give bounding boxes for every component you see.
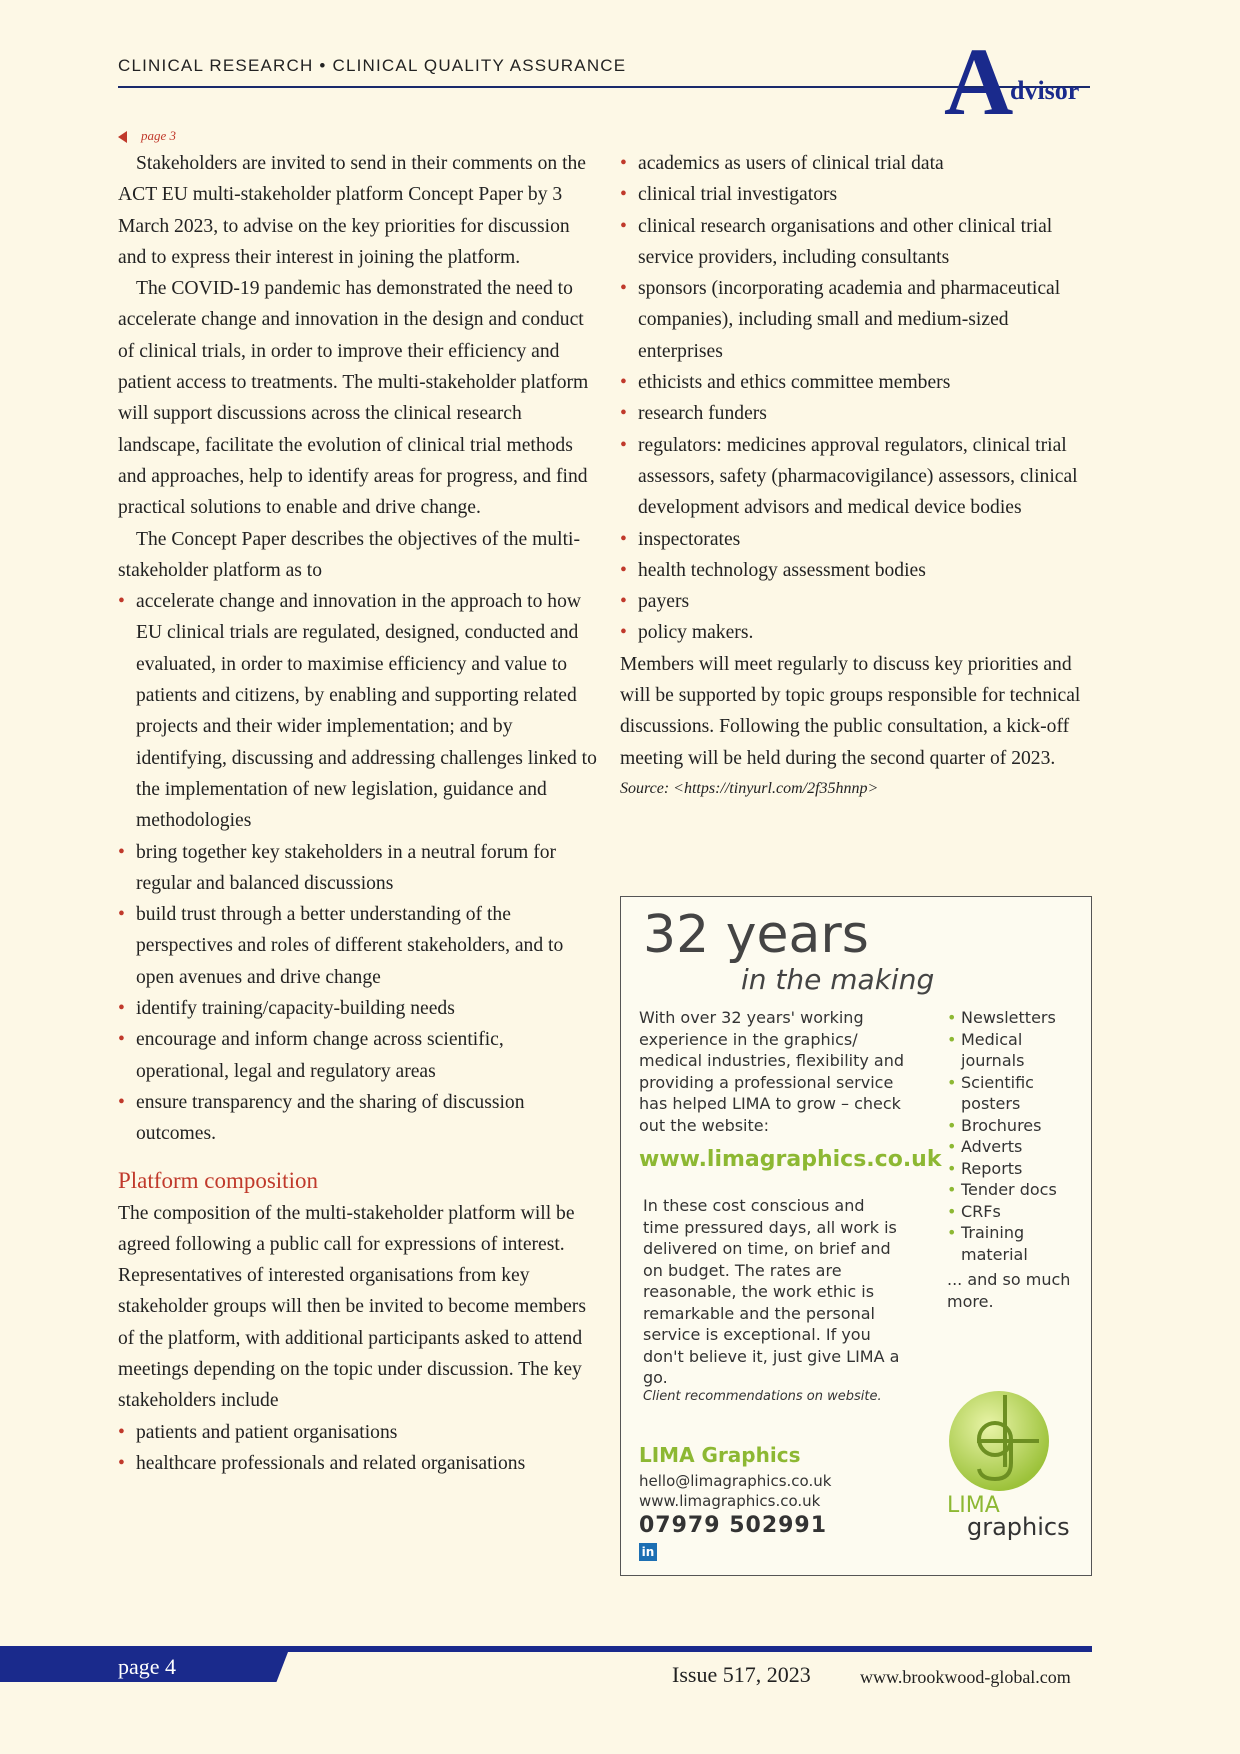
ad-phone: 07979 502991: [639, 1513, 828, 1538]
paragraph-5: Members will meet regularly to discuss key priorities and will be supported by topic groups responsible for technical discussions. Following the public consultation, a kick-off meeting will be held during the second quarter of 2023.: [620, 653, 1081, 769]
page-number: page 4: [118, 1654, 177, 1679]
service-item: • Reports: [947, 1158, 1087, 1180]
objectives-list: [118, 586, 598, 1149]
list-item: • ensure transparency and the sharing of discussion outcomes.: [118, 1087, 598, 1150]
issue-label: Issue 517, 2023: [672, 1662, 811, 1687]
ad-company: LIMA Graphics: [639, 1443, 801, 1467]
ad-website-link[interactable]: www.limagraphics.co.uk: [639, 1492, 821, 1510]
footer-website[interactable]: www.brookwood-global.com: [860, 1667, 1071, 1687]
list-item: • build trust through a better understanding of the perspectives and roles of different stakeholders, and to open avenues and drive change: [118, 899, 598, 993]
list-item: • encourage and inform change across scientific, operational, legal and regulatory areas: [118, 1024, 598, 1087]
paragraph-2: The COVID-19 pandemic has demonstrated the need to accelerate change and innovation in the design and conduct of clinical trials, in order to improve their efficiency and patient access to treatments. The multi-stakeholder platform will support discussions across the clinical research landscape, facilitate the evolution of clinical trial methods and approaches, help to identify areas for progress, and find practical solutions to enable and drive change.: [118, 278, 589, 519]
advisor-logo: [944, 28, 1094, 135]
paragraph-3: The Concept Paper describes the objectives of the multi-stakeholder platform as to: [118, 528, 580, 581]
list-item: • inspectorates: [620, 524, 1090, 555]
list-item: • clinical trial investigators: [620, 179, 1090, 210]
service-item: • Newsletters: [947, 1007, 1087, 1029]
paragraph-4: The composition of the multi-stakeholder platform will be agreed following a public call for expressions of interest. Representatives of interested organisations from key stakeholder groups will then be invited to become members of the platform, with additional participants asked to attend meetings depending on the topic under discussion. The key stakeholders include: [118, 1202, 586, 1412]
right-column: [620, 148, 1090, 804]
left-column: [118, 128, 598, 1479]
source-link[interactable]: Source: <https://tinyurl.com/2f35hnnp>: [620, 779, 879, 797]
lima-logo-icon: [939, 1381, 1059, 1501]
list-item: • health technology assessment bodies: [620, 555, 1090, 586]
ad-services: [947, 1007, 1087, 1312]
list-item: • patients and patient organisations: [118, 1417, 598, 1448]
service-item: • Medical journals: [947, 1029, 1087, 1072]
service-item: • Adverts: [947, 1136, 1087, 1158]
section-header: CLINICAL RESEARCH • CLINICAL QUALITY ASSURANCE: [118, 56, 627, 75]
logo-word-graphics: graphics: [967, 1513, 1070, 1541]
list-item: • academics as users of clinical trial data: [620, 148, 1090, 179]
list-item: • research funders: [620, 398, 1090, 429]
service-item: • Scientific posters: [947, 1072, 1087, 1115]
continuation-label: page 3: [141, 128, 177, 143]
continuation-link[interactable]: [118, 126, 598, 146]
service-item: • Brochures: [947, 1115, 1087, 1137]
back-arrow-icon: [118, 131, 127, 143]
linkedin-icon[interactable]: in: [639, 1543, 657, 1561]
ad-body: In these cost conscious and time pressured days, all work is delivered on time, on brief and on budget. The rates are reasonable, the work ethic is remarkable and the personal service is exceptional. If you don't believe it, just give LIMA a go.: [643, 1196, 900, 1387]
logo-rest: dvisor: [1010, 76, 1080, 105]
service-item: • Tender docs: [947, 1179, 1087, 1201]
list-item: • bring together key stakeholders in a neutral forum for regular and balanced discussions: [118, 837, 598, 900]
logo-word-lima: LIMA: [947, 1493, 1000, 1518]
service-item: • Training material: [947, 1222, 1087, 1265]
ad-url-link[interactable]: www.limagraphics.co.uk: [639, 1147, 942, 1172]
service-item: • CRFs: [947, 1201, 1087, 1223]
ad-subtitle: in the making: [741, 963, 935, 996]
list-item: • regulators: medicines approval regulators, clinical trial assessors, safety (pharmacovigilance) assessors, clinical development advisors and medical device bodies: [620, 430, 1090, 524]
logo-initial: A: [944, 28, 1014, 135]
stakeholders-list-right: [620, 148, 1090, 649]
section-heading: Platform composition: [118, 1167, 318, 1193]
ad-intro: With over 32 years' working experience in the graphics/ medical industries, flexibility and providing a professional service has helped LIMA to grow – check out the website:: [639, 1008, 905, 1135]
list-item: • identify training/capacity-building needs: [118, 993, 598, 1024]
list-item: • ethicists and ethics committee members: [620, 367, 1090, 398]
list-item: • accelerate change and innovation in the approach to how EU clinical trials are regulated, designed, conducted and evaluated, in order to maximise efficiency and value to patients and citizens, by enabling and supporting related projects and their wider implementation; and by identifying, discussing and addressing challenges linked to the implementation of new legislation, guidance and methodologies: [118, 586, 598, 836]
list-item: • policy makers.: [620, 617, 1090, 648]
list-item: • payers: [620, 586, 1090, 617]
ad-more: ... and so much more.: [947, 1270, 1071, 1311]
lima-advert: [620, 896, 1092, 1576]
list-item: • healthcare professionals and related organisations: [118, 1448, 598, 1479]
ad-email-link[interactable]: hello@limagraphics.co.uk: [639, 1472, 832, 1490]
list-item: • clinical research organisations and other clinical trial service providers, including consultants: [620, 211, 1090, 274]
list-item: • sponsors (incorporating academia and pharmaceutical companies), including small and medium-sized enterprises: [620, 273, 1090, 367]
ad-title: 32 years: [643, 905, 869, 965]
stakeholders-list-left: [118, 1417, 598, 1480]
paragraph-1: Stakeholders are invited to send in their comments on the ACT EU multi-stakeholder platform Concept Paper by 3 March 2023, to advise on the key priorities for discussion and to express their interest in joining the platform.: [118, 153, 587, 268]
ad-recommendation: Client recommendations on website.: [643, 1389, 882, 1404]
